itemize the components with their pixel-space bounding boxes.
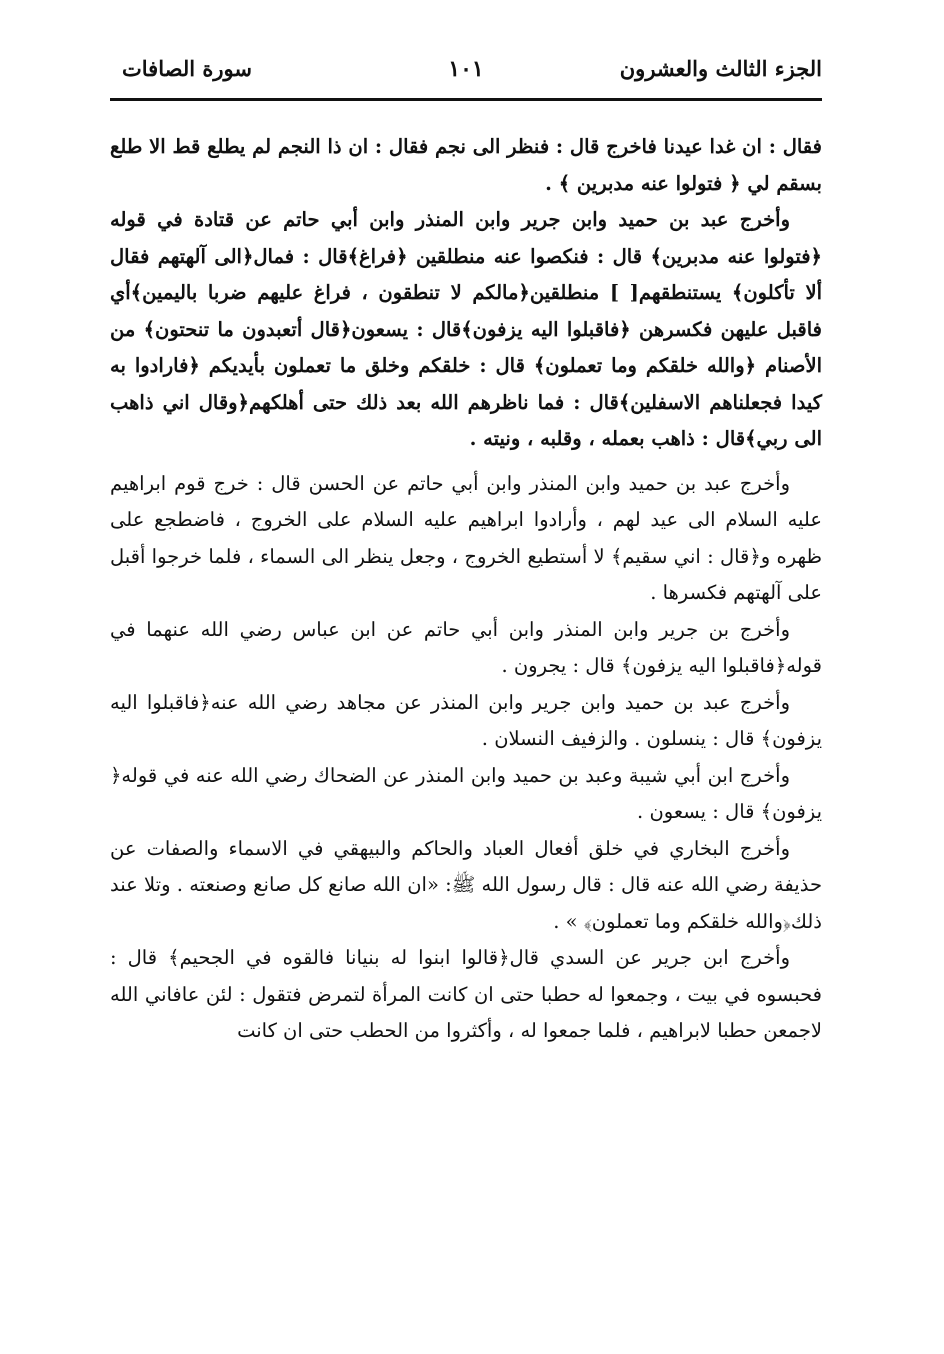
book-page [110, 50, 822, 1310]
paragraph-continuation: فقال : ان غدا عيدنا فاخرج قال : فنظر الى نجم فقال : ان ذا النجم لم يطلع قط الا طلع بسقم لي ﴿ فتولوا عنه مدبرين ﴾ . [110, 135, 822, 195]
paragraph-suddi: وأخرج ابن جرير عن السدي قال﴿قالوا ابنوا له بنيانا فالقوه في الجحيم﴾ قال : فحبسوه في بيت ، وجمعوا له حطبا حتى ان كانت المرأة لتمرض فتقول : لئن عافاني الله لاجمعن حطبا لابراهيم ، فلما جمعوا له ، وأكثروا من الحطب حتى ان كانت [110, 946, 822, 1042]
paragraph-mujahid: وأخرج عبد بن حميد وابن جرير وابن المنذر عن مجاهد رضي الله عنه﴿فاقبلوا اليه يزفون﴾ قال : ينسلون . والزفيف النسلان . [110, 690, 822, 750]
page-body [110, 129, 822, 1050]
running-head [110, 50, 822, 94]
header-rule [110, 98, 822, 101]
surah-title: سورة الصافات [122, 56, 252, 81]
page-number: ١٠١ [448, 56, 484, 82]
paragraph-ibn-abbas: وأخرج بن جرير وابن المنذر وابن أبي حاتم عن ابن عباس رضي الله عنهما في قوله﴿فاقبلوا اليه يزفون﴾ قال : يجرون . [110, 617, 822, 677]
paragraph-dahhak: وأخرج ابن أبي شيبة وعبد بن حميد وابن المنذر عن الضحاك رضي الله عنه في قوله﴿ يزفون﴾ قال : يسعون . [110, 763, 822, 823]
part-title: الجزء الثالث والعشرون [619, 56, 822, 81]
paragraph-hudhayfa: وأخرج البخاري في خلق أفعال العباد والحاكم والبيهقي في الاسماء والصفات عن حذيفة رضي الله عنه قال : قال رسول الله ﷺ: «ان الله صانع كل صانع وصنعته . وتلا عند ذلك﴿والله خلقكم وما تعملون﴾ » . [110, 836, 822, 933]
paragraph-hasan: وأخرج عبد بن حميد وابن المنذر وابن أبي حاتم عن الحسن قال : خرج قوم ابراهيم عليه السلام الى عيد لهم ، وأرادوا ابراهيم عليه السلام على الخروج ، فاضطجع على ظهره و﴿قال : اني سقيم﴾ لا أستطيع الخروج ، وجعل ينظر الى السماء ، فلما خرجوا أقبل على آلهتهم فكسرها . [110, 471, 822, 604]
paragraph-qatada: وأخرج عبد بن حميد وابن جرير وابن المنذر وابن أبي حاتم عن قتادة في قوله ﴿فتولوا عنه مدبرين﴾ قال : فنكصوا عنه منطلقين ﴿فراغ﴾قال : فمال﴿الى آلهتهم فقال ألا تأكلون﴾ يستنطقهم[ ] منطلقين﴿مالكم لا تنطقون ، فراغ عليهم ضربا باليمين﴾أي فاقبل عليهن فكسرهن ﴿فاقبلوا اليه يزفون﴾قال : يسعون﴿قال أتعبدون ما تنحتون﴾ من الأصنام ﴿والله خلقكم وما تعملون﴾ قال : خلقكم وخلق ما تعملون بأيديكم ﴿فارادوا به كيدا فجعلناهم الاسفلين﴾قال : فما ناظرهم الله بعد ذلك حتى أهلكهم﴿وقال اني ذاهب الى ربي﴾قال : ذاهب بعمله ، وقلبه ، ونيته . [110, 208, 822, 450]
